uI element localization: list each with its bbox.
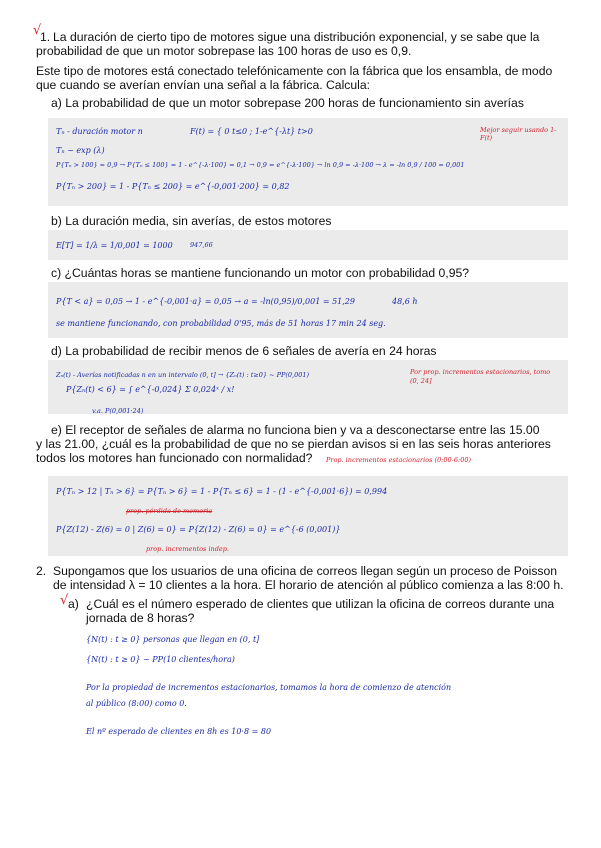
question-1-line-1: La duración de cierto tipo de motores sigue una distribución exponencial, y se sabe que la	[53, 30, 540, 44]
hw-e-note: Prop. incrementos estacionarios (0:00-6:00)	[326, 456, 471, 464]
question-1e-line-1: e) El receptor de señales de alarma no funciona bien y va a desconectarse entre las 15.00	[51, 423, 540, 437]
hw-d-sub: v.a. P(0,001·24)	[92, 407, 144, 415]
hw-q2-property: Por la propiedad de incrementos estacionarios, tomamos la hora de comienzo de atención	[86, 683, 452, 692]
hw-c-conclusion: se mantiene funcionando, con probabilidad 0'95, más de 51 horas 17 min 24 seg.	[56, 319, 386, 328]
question-1a: a) La probabilidad de que un motor sobrepase 200 horas de funcionamiento sin averías	[51, 96, 524, 110]
hw-e-increments-label: prop. incrementos indep.	[146, 545, 229, 553]
question-2-line-2: de intensidad λ = 10 clientes a la hora. El horario de atención al público comienza a las 8:00 h.	[53, 578, 564, 592]
question-1e-line-3: todos los motores han funcionado con normalidad?	[36, 451, 313, 465]
hw-e-memory: P{Tₙ > 12 | Tₙ > 6} = P{Tₙ > 6} = 1 - P{Tₙ ≤ 6} = 1 - (1 - e^{-0,001·6}) = 0,994	[56, 487, 388, 496]
question-1c: c) ¿Cuántas horas se mantiene funcionando un motor con probabilidad 0,95?	[51, 266, 470, 280]
answer-block-c	[48, 282, 568, 338]
hw-d-sum: P{Zₙ(t) < 6} = ∫ e^{-0,024} Σ 0,024ˣ / x!	[66, 385, 235, 394]
hw-q2-poisson: {N(t) : t ≥ 0} ~ PP(10 clientes/hora)	[86, 655, 235, 664]
hw-a-cdf: F(t) = { 0 t≤0 ; 1-e^{-λt} t>0	[190, 127, 313, 136]
question-1b: b) La duración media, sin averías, de estos motores	[51, 214, 332, 228]
question-1d: d) La probabilidad de recibir menos de 6 señales de avería en 24 horas	[51, 344, 437, 358]
hw-a-result: P{Tₙ > 200} = 1 - P{Tₙ ≤ 200} = e^{-0,001·200} = 0,82	[56, 182, 290, 191]
hw-q2-process: {N(t) : t ≥ 0} personas que llegan en (0, t]	[86, 635, 260, 644]
hw-e-increments: P{Z(12) - Z(6) = 0 | Z(6) = 0} = P{Z(12) - Z(6) = 0} = e^{-6 (0,001)}	[56, 525, 341, 534]
question-1e-line-2: y las 21.00, ¿cuál es la probabilidad de que no se pierdan avisos si en las seis horas anteriores	[36, 437, 551, 451]
hw-a-note: Mejor seguir usando 1-F(t)	[480, 126, 557, 142]
hw-a-definition: Tₙ - duración motor n	[56, 127, 143, 136]
question-2a-line-1: ¿Cuál es el número esperado de clientes que utilizan la oficina de correos durante una	[86, 597, 555, 611]
question-2-line-1: Supongamos que los usuarios de una oficina de correos llegan según un proceso de Poisson	[53, 564, 558, 578]
check-mark-icon: √	[60, 593, 69, 608]
question-2a-line-2: jornada de 8 horas?	[86, 611, 195, 625]
hw-d-note: Por prop. incrementos estacionarios, tomo (0, 24]	[410, 368, 551, 385]
hw-c-calc: P{T < a} = 0,05 → 1 - e^{-0,001·a} = 0,05 → a = -ln(0,95)/0,001 = 51,29	[56, 297, 355, 306]
hw-b-mean: E[T] = 1/λ = 1/0,001 = 1000	[56, 241, 173, 250]
question-1-line-2: probabilidad de que un motor sobrepase las 100 horas de uso es 0,9.	[36, 44, 412, 58]
check-mark-icon: √	[33, 23, 42, 38]
hw-a-distribution: Tₙ ~ exp (λ)	[56, 146, 105, 155]
hw-a-lambda: P{Tₙ > 100} = 0,9 → P{Tₙ ≤ 100} = 1 - e^{-λ·100} = 0,1 → 0,9 = e^{-λ·100} → ln 0,9 = -λ·100 → λ = -ln 0,9 / 100 = 0,001	[56, 161, 465, 169]
question-1-line-4: que cuando se averían envían una señal a la fábrica. Calcula:	[36, 78, 371, 92]
question-2a-label: a)	[68, 597, 79, 611]
hw-b-side: 947,66	[190, 241, 213, 249]
question-1-number: 1.	[40, 30, 51, 44]
hw-c-side: 48,6 h	[392, 297, 418, 306]
question-1-line-3: Este tipo de motores está conectado telefónicamente con la fábrica que los ensambla, de modo	[36, 64, 553, 78]
hw-e-memory-label: prop. pérdida de memoria	[126, 507, 213, 515]
question-2-number: 2.	[36, 564, 47, 578]
hw-q2-answer: El nº esperado de clientes en 8h es 10·8 = 80	[86, 727, 272, 736]
hw-q2-origin: al público (8:00) como 0.	[86, 699, 187, 708]
hw-d-definition: Zₙ(t) - Averías notificadas n en un intervalo (0, t] → {Zₙ(t) : t≥0} ~ PP(0,001)	[56, 371, 310, 379]
